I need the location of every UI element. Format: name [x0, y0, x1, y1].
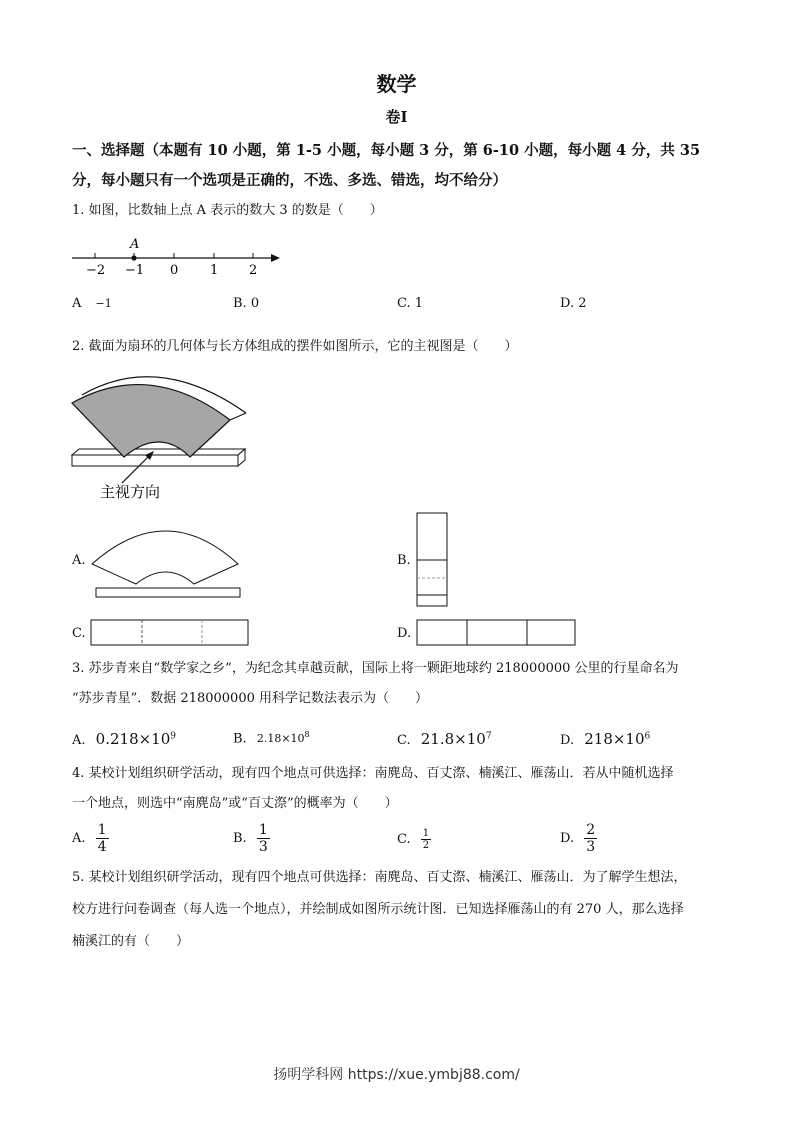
option-fraction — [584, 822, 597, 855]
option-value: 0 — [250, 296, 260, 311]
q2-option-a-figure[interactable] — [90, 520, 250, 602]
view-direction-label: 主视方向 — [100, 483, 161, 501]
fraction-denominator: 3 — [258, 839, 268, 855]
question-2-text: 2. 截面为扇环的几何体与长方体组成的摆件如图所示，它的主视图是（ ） — [72, 339, 518, 354]
q4-option-a[interactable] — [72, 822, 109, 855]
section-heading — [72, 136, 724, 196]
option-fraction — [421, 828, 431, 851]
question-5-line-1: 5. 某校计划组织研学活动，现有四个地点可供选择：南麂岛、百丈漈、楠溪江、雁荡山．为了解学生想法， — [72, 870, 687, 885]
top-view-outline — [91, 620, 248, 645]
question-4-line-2: 一个地点，则选中“南麂岛”或“百丈漈”的概率为（ ） — [72, 796, 398, 811]
view-outline — [417, 620, 575, 645]
fan-ornament-figure — [68, 365, 258, 505]
point-a-label: A — [130, 237, 140, 252]
question-3-line-1: 3. 苏步青来自“数学家之乡”，为纪念其卓越贡献，国际上将一颗距地球约 218000000 公里的行星命名为 — [72, 661, 679, 676]
question-3-line-2: “苏步青星”．数据 218000000 用科学记数法表示为（ ） — [72, 691, 428, 706]
paper-subtitle: 卷Ⅰ — [385, 108, 408, 126]
question-1-text: 1. 如图，比数轴上点 A 表示的数大 3 的数是（ ） — [72, 203, 383, 218]
option-base: 0.218×10 — [95, 730, 171, 748]
section-heading-line-1: 一、选择题（本题有 10 小题，第 1-5 小题，每小题 3 分，第 6-10 小题，每小题 4 分，共 35 — [72, 142, 701, 159]
option-base: 21.8×10 — [420, 730, 486, 748]
fan-front-view — [92, 531, 238, 584]
fraction-numerator: 1 — [258, 822, 268, 838]
q1-option-b[interactable] — [233, 296, 259, 311]
fraction-denominator: 3 — [586, 839, 596, 855]
number-line-figure — [68, 232, 288, 282]
option-letter: B. — [233, 296, 247, 311]
point-a-dot — [131, 255, 136, 260]
q3-option-a[interactable] — [72, 730, 176, 748]
option-value: −1 — [95, 297, 112, 310]
option-letter: D. — [560, 733, 575, 748]
q1-option-a[interactable] — [72, 296, 112, 311]
option-fraction — [96, 822, 109, 855]
q2-option-c-figure[interactable] — [90, 619, 252, 647]
q3-option-c[interactable] — [397, 730, 492, 748]
option-letter: C. — [397, 296, 411, 311]
option-exponent: 6 — [644, 731, 651, 742]
q2-option-d-figure[interactable] — [416, 619, 578, 647]
base-box-front — [72, 455, 238, 466]
option-letter: B. — [233, 831, 247, 846]
question-5-line-3: 楠溪江的有（ ） — [72, 934, 190, 949]
option-exponent: 8 — [304, 730, 310, 739]
q2-option-b-letter[interactable]: B. — [397, 553, 411, 568]
question-5-text — [72, 862, 724, 958]
option-exponent: 7 — [485, 731, 492, 742]
option-value: 1 — [414, 296, 424, 311]
question-5-line-2: 校方进行问卷调查（每人选一个地点），并绘制成如图所示统计图．已知选择雁荡山的有 270 人，那么选择 — [72, 902, 684, 917]
option-letter: D. — [560, 831, 575, 846]
box-front-view — [96, 588, 240, 597]
option-letter: B. — [233, 731, 247, 747]
option-value: 2 — [578, 296, 587, 311]
q2-option-b-figure[interactable] — [416, 512, 450, 608]
q3-option-b[interactable] — [233, 730, 310, 746]
q2-option-d-letter[interactable]: D. — [397, 626, 412, 641]
option-base: 2.18×10 — [256, 732, 305, 746]
footer-watermark[interactable]: 扬明学科网 https://xue.ymbj88.com/ — [273, 1067, 520, 1083]
fraction-denominator: 4 — [97, 839, 107, 855]
fraction-numerator: 1 — [97, 822, 107, 838]
option-letter: C. — [397, 832, 411, 847]
fraction-denominator: 2 — [422, 840, 430, 851]
option-letter: C. — [397, 733, 411, 748]
tick-label: 2 — [249, 263, 258, 278]
tick-label: −2 — [86, 263, 106, 278]
question-4-line-1: 4. 某校计划组织研学活动，现有四个地点可供选择：南麂岛、百丈漈、楠溪江、雁荡山．若从中随机选择 — [72, 766, 674, 781]
fraction-numerator: 2 — [586, 822, 596, 838]
question-4-text — [72, 759, 724, 819]
page-title: 数学 — [376, 72, 417, 96]
tick-label: 1 — [210, 263, 219, 278]
q2-option-c-letter[interactable]: C. — [72, 626, 86, 641]
q4-option-b[interactable] — [233, 822, 270, 855]
tick-label: −1 — [125, 263, 145, 278]
fan-front-face — [72, 385, 230, 457]
option-exponent: 9 — [170, 731, 177, 742]
section-heading-line-2: 分，每小题只有一个选项是正确的，不选、多选、错选，均不给分） — [72, 172, 507, 189]
fraction-numerator: 1 — [422, 828, 430, 839]
option-letter: D. — [560, 296, 575, 311]
number-line-arrow — [271, 254, 280, 262]
option-fraction — [257, 822, 270, 855]
q1-option-d[interactable] — [560, 296, 587, 311]
fan-side-edge — [230, 413, 246, 420]
q2-option-a-letter[interactable]: A. — [72, 553, 86, 568]
option-letter: A. — [72, 831, 86, 846]
question-3-text — [72, 654, 724, 714]
q1-option-c[interactable] — [397, 296, 423, 311]
option-letter: A. — [72, 733, 86, 748]
q3-option-d[interactable] — [560, 730, 650, 748]
base-box-top — [72, 449, 245, 455]
option-base: 218×10 — [584, 730, 645, 748]
q4-option-c[interactable] — [397, 828, 431, 851]
q4-option-d[interactable] — [560, 822, 597, 855]
option-letter: A — [72, 296, 82, 311]
tick-label: 0 — [170, 263, 179, 278]
